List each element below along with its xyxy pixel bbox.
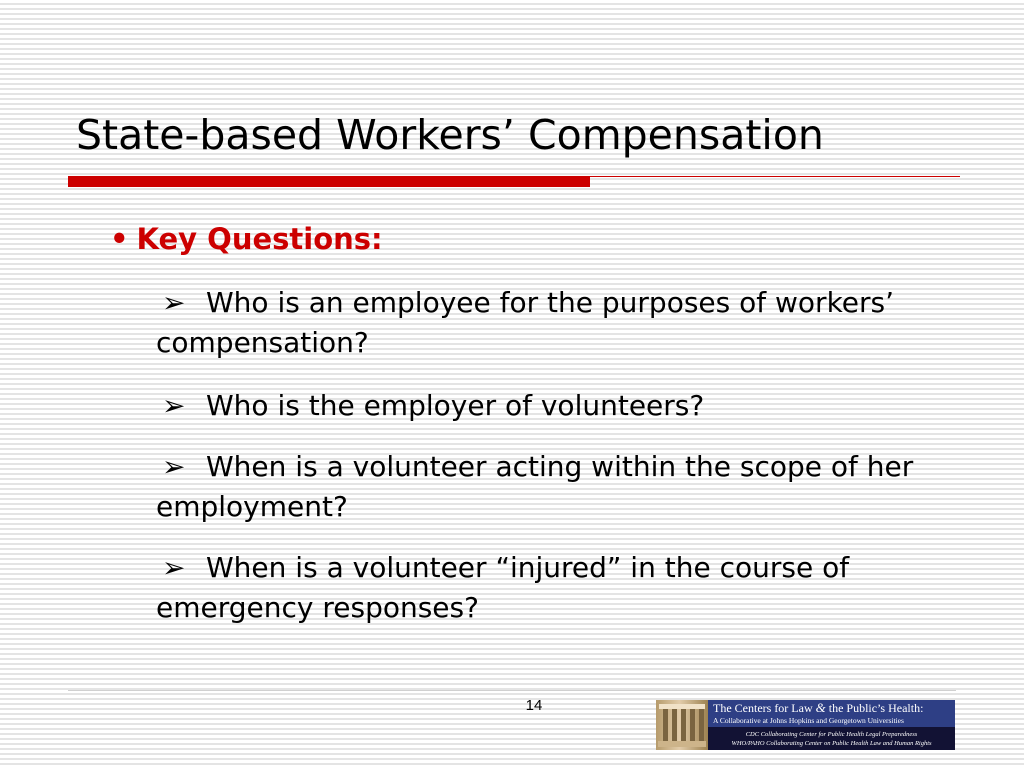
question-item	[156, 386, 926, 426]
logo-org-name: The Centers for Law & the Public’s Health:	[713, 700, 924, 715]
arrow-bullet-icon: ➢	[162, 389, 186, 422]
logo-line-cdc: CDC Collaborating Center for Public Health Legal Preparedness	[745, 731, 918, 738]
arrow-bullet-icon: ➢	[162, 450, 186, 483]
question-item	[156, 548, 926, 628]
bullet-dot: •	[110, 222, 129, 256]
footer-divider	[68, 690, 956, 691]
columns-icon	[656, 700, 708, 750]
heading-bullet	[110, 222, 383, 257]
question-item	[156, 447, 926, 527]
arrow-bullet-icon: ➢	[162, 286, 186, 319]
question-text: When is a volunteer “injured” in the course of emergency responses?	[156, 551, 850, 624]
arrow-bullet-icon: ➢	[162, 551, 186, 584]
logo-line-who: WHO/PAHO Collaborating Center on Public Health Law and Human Rights	[731, 740, 932, 747]
question-text: When is a volunteer acting within the scope of her employment?	[156, 450, 914, 523]
logo-subtitle: A Collaborative at Johns Hopkins and Georgetown Universities	[713, 716, 904, 725]
centers-for-law-logo	[656, 700, 955, 750]
page-number: 14	[525, 697, 543, 714]
heading-text: Key Questions:	[136, 222, 383, 256]
slide-title: State-based Workers’ Compensation	[76, 111, 824, 159]
question-text: Who is an employee for the purposes of workers’ compensation?	[156, 286, 895, 359]
question-text: Who is the employer of volunteers?	[206, 389, 705, 422]
question-item	[156, 283, 926, 363]
